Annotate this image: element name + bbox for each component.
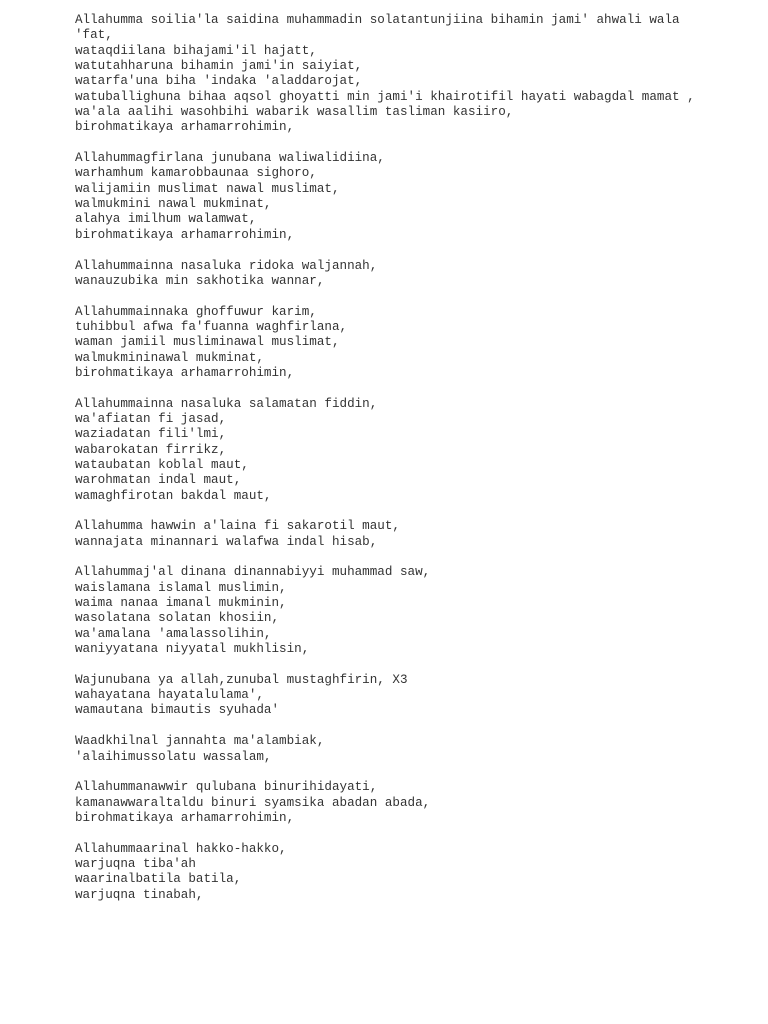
text-line: waziadatan fili'lmi, xyxy=(75,427,227,442)
text-line: wataubatan koblal maut, xyxy=(75,457,249,472)
text-line: wamautana bimautis syuhada' xyxy=(75,703,280,718)
stanza xyxy=(75,13,695,136)
stanza xyxy=(75,305,695,382)
stanza xyxy=(75,673,695,719)
text-line: Waadkhilnal jannahta ma'alambiak, xyxy=(75,734,325,749)
text-line: waima nanaa imanal mukminin, xyxy=(75,596,287,611)
stanza xyxy=(75,259,695,290)
text-line: warjuqna tinabah, xyxy=(75,887,204,902)
text-line: watarfa'una biha 'indaka 'aladdarojat, xyxy=(75,74,363,89)
text-line: waarinalbatila batila, xyxy=(75,872,242,887)
text-line: birohmatikaya arhamarrohimin, xyxy=(75,365,295,380)
text-line: wasolatana solatan khosiin, xyxy=(75,611,280,626)
text-line: tuhibbul afwa fa'fuanna waghfirlana, xyxy=(75,319,348,334)
text-line: walmukmininawal mukminat, xyxy=(75,350,264,365)
text-line: kamanawwaraltaldu binuri syamsika abadan abada, xyxy=(75,795,431,810)
text-line: Allahummainnaka ghoffuwur karim, xyxy=(75,304,317,319)
text-line: warohmatan indal maut, xyxy=(75,473,242,488)
text-line: birohmatikaya arhamarrohimin, xyxy=(75,810,295,825)
stanza xyxy=(75,151,695,243)
text-line: walmukmini nawal mukminat, xyxy=(75,197,272,212)
stanza xyxy=(75,780,695,826)
text-line: wabarokatan firrikz, xyxy=(75,442,227,457)
text-line: wanauzubika min sakhotika wannar, xyxy=(75,273,325,288)
text-line: wa'amalana 'amalassolihin, xyxy=(75,626,272,641)
text-line: Allahummainna nasaluka ridoka waljannah, xyxy=(75,258,378,273)
text-line: wataqdiilana bihajami'il hajatt, xyxy=(75,43,317,58)
text-line: warjuqna tiba'ah xyxy=(75,856,196,871)
text-line: Allahummaj'al dinana dinannabiyyi muhammad saw, xyxy=(75,565,431,580)
text-line: Wajunubana ya allah,zunubal mustaghfirin, X3 xyxy=(75,672,408,687)
text-line: Allahummagfirlana junubana waliwalidiina, xyxy=(75,151,385,166)
text-line: birohmatikaya arhamarrohimin, xyxy=(75,120,295,135)
text-line: wa'ala aalihi wasohbihi wabarik wasallim tasliman kasiiro, xyxy=(75,105,514,120)
text-line: walijamiin muslimat nawal muslimat, xyxy=(75,181,340,196)
text-line: wahayatana hayatalulama', xyxy=(75,688,264,703)
stanza xyxy=(75,734,695,765)
text-line: waislamana islamal muslimin, xyxy=(75,580,287,595)
text-line: watutahharuna bihamin jami'in saiyiat, xyxy=(75,59,363,74)
text-line: watuballighuna bihaa aqsol ghoyatti min jami'i khairotifil hayati wabagdal mamat , xyxy=(75,89,695,104)
text-line: Allahumma soilia'la saidina muhammadin solatantunjiina bihamin jami' ahwali wala 'fat, xyxy=(75,13,688,43)
stanza xyxy=(75,565,695,657)
document-body xyxy=(75,13,695,918)
text-line: waman jamiil musliminawal muslimat, xyxy=(75,335,340,350)
text-line: alahya imilhum walamwat, xyxy=(75,212,257,227)
text-line: Allahumma hawwin a'laina fi sakarotil maut, xyxy=(75,519,400,534)
text-line: Allahummanawwir qulubana binurihidayati, xyxy=(75,780,378,795)
stanza xyxy=(75,842,695,903)
text-line: birohmatikaya arhamarrohimin, xyxy=(75,227,295,242)
text-line: Allahummaarinal hakko-hakko, xyxy=(75,841,287,856)
text-line: 'alaihimussolatu wassalam, xyxy=(75,749,272,764)
text-line: waniyyatana niyyatal mukhlisin, xyxy=(75,642,310,657)
text-line: wannajata minannari walafwa indal hisab, xyxy=(75,534,378,549)
text-line: wa'afiatan fi jasad, xyxy=(75,411,227,426)
text-line: wamaghfirotan bakdal maut, xyxy=(75,488,272,503)
text-line: warhamhum kamarobbaunaa sighoro, xyxy=(75,166,317,181)
stanza xyxy=(75,519,695,550)
stanza xyxy=(75,397,695,504)
text-line: Allahummainna nasaluka salamatan fiddin, xyxy=(75,396,378,411)
